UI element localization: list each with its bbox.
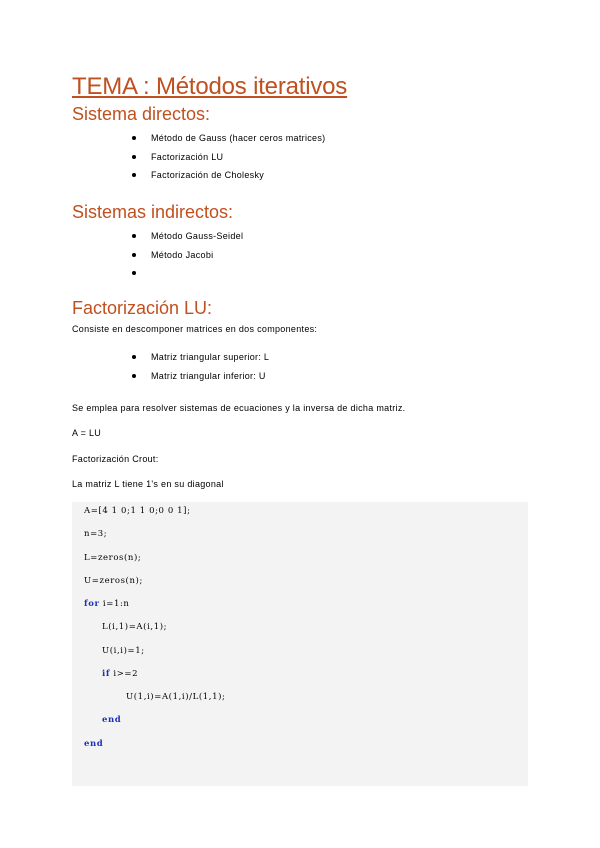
bullet-icon <box>132 355 136 359</box>
list-item-text: Matriz triangular inferior: U <box>151 370 266 381</box>
code-text: i>=2 <box>110 669 139 679</box>
lu-formula-text: A = LU <box>72 428 102 438</box>
code-line: n=3; <box>84 529 108 539</box>
code-block <box>72 502 528 786</box>
code-line: U(i,i)=1; <box>102 646 145 656</box>
list-item <box>0 367 269 386</box>
code-line: L=zeros(n); <box>84 553 142 563</box>
bullet-icon <box>132 155 136 159</box>
list-item-text: Método Jacobi <box>151 249 214 260</box>
crout-note-text: La matriz L tiene 1's en su diagonal <box>72 479 224 489</box>
list-item-text: Método de Gauss (hacer ceros matrices) <box>151 133 326 143</box>
list-item-text: Factorización de Cholesky <box>151 170 265 180</box>
code-line: U(1,i)=A(1,i)/L(1,1); <box>126 692 226 702</box>
list-item-text: Matriz triangular superior: L <box>151 352 270 362</box>
bullet-icon <box>132 234 136 238</box>
list-item <box>0 129 325 148</box>
code-text: i=1:n <box>99 599 130 609</box>
list-sistemas-directos <box>0 129 325 185</box>
bullet-icon <box>132 253 136 257</box>
code-line: end <box>84 739 104 749</box>
list-item-text: Método Gauss-Seidel <box>151 231 244 241</box>
list-item-text: Factorización LU <box>151 151 224 162</box>
code-line <box>102 669 138 679</box>
code-line <box>84 599 130 609</box>
list-item <box>0 246 243 265</box>
code-line: A=[4 1 0;1 1 0;0 0 1]; <box>84 506 191 516</box>
list-matrices-triangulares <box>0 348 269 385</box>
heading-sistemas-directos: Sistema directos: <box>72 104 211 124</box>
lu-intro-text: Consiste en descomponer matrices en dos componentes: <box>72 324 318 334</box>
bullet-icon <box>132 136 136 140</box>
code-line: U=zeros(n); <box>84 576 143 586</box>
list-sistemas-indirectos <box>0 227 243 283</box>
code-line: end <box>102 715 122 725</box>
list-item <box>0 148 325 167</box>
list-item <box>0 264 243 283</box>
crout-heading-text: Factorización Crout: <box>72 454 159 464</box>
bullet-icon <box>132 271 136 275</box>
bullet-icon <box>132 173 136 177</box>
list-item <box>0 166 325 185</box>
bullet-icon <box>132 374 136 378</box>
heading-factorizacion-lu: Factorización LU: <box>72 298 213 318</box>
code-line: L(i,1)=A(i,1); <box>102 622 168 632</box>
page-title: TEMA : Métodos iterativos <box>72 73 348 100</box>
list-item <box>0 227 243 246</box>
list-item <box>0 348 269 367</box>
lu-uso-text: Se emplea para resolver sistemas de ecuaciones y la inversa de dicha matriz. <box>72 403 406 413</box>
code-keyword: if <box>102 669 111 679</box>
code-keyword: for <box>84 599 100 609</box>
heading-sistemas-indirectos: Sistemas indirectos: <box>72 202 234 222</box>
